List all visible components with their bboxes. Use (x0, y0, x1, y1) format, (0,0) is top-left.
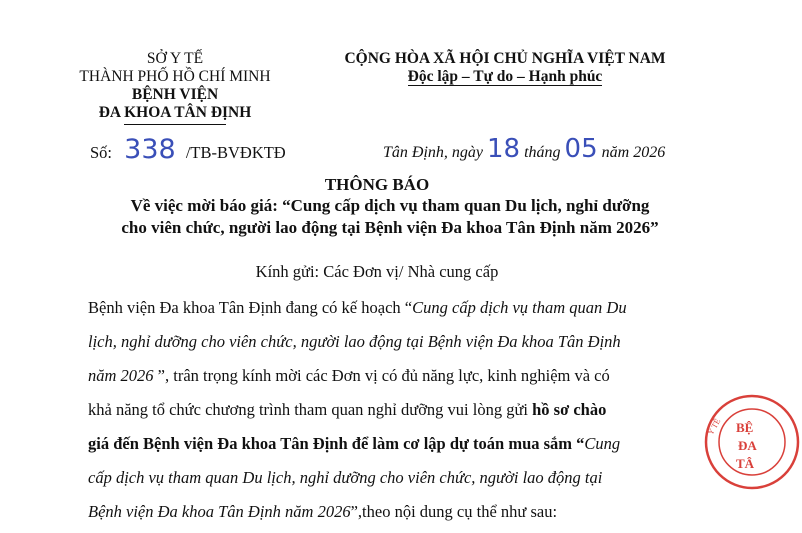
body-line-4 (88, 400, 606, 420)
subject-line-1: Về việc mời báo giá: “Cung cấp dịch vụ tham quan Du lịch, nghỉ dưỡng (130, 196, 650, 215)
date-year: năm 2026 (601, 144, 666, 161)
agency-header (60, 50, 290, 122)
reference-number-handwritten: 338 (124, 134, 176, 165)
body-italic: Bệnh viện Đa khoa Tân Định năm 2026 (88, 502, 351, 521)
date-month-label: tháng (524, 144, 561, 161)
document-date (383, 134, 665, 164)
national-title: CỘNG HÒA XÃ HỘI CHỦ NGHĨA VIỆT NAM (344, 50, 666, 67)
hospital-stamp (702, 392, 802, 492)
body-bold: hồ sơ chào (532, 400, 607, 419)
body-italic: năm 2026 (88, 366, 154, 385)
agency-line-1: SỞ Y TẾ (146, 50, 204, 67)
svg-text:TÂ: TÂ (736, 456, 755, 471)
reference-number (90, 134, 286, 165)
date-prefix: Tân Định, ngày (383, 144, 483, 161)
agency-underline (124, 124, 226, 125)
body-text: ”,theo nội dung cụ thể như sau: (350, 502, 558, 521)
reference-label: Số: (90, 143, 113, 162)
body-text: khả năng tổ chức chương trình tham quan nghỉ dưỡng vui lòng gửi (88, 400, 533, 419)
body-text: ”, trân trọng kính mời các Đơn vị có đủ năng lực, kinh nghiệm và có (153, 366, 610, 385)
body-bold: giá đến Bệnh viện Đa khoa Tân Định để làm cơ lập dự toán mua sắm “ (88, 434, 585, 453)
date-month-handwritten: 05 (564, 134, 598, 164)
subject-line-2: cho viên chức, người lao động tại Bệnh viện Đa khoa Tân Định năm 2026” (121, 218, 659, 237)
body-line-5 (88, 434, 620, 454)
document-subject (0, 195, 780, 239)
body-italic: Cung (584, 434, 621, 453)
body-line-3 (88, 366, 610, 386)
body-line-1 (88, 298, 627, 318)
agency-line-3: BỆNH VIỆN (131, 86, 219, 103)
svg-text:Y TẾ: Y TẾ (705, 417, 723, 437)
agency-line-4: ĐA KHOA TÂN ĐỊNH (98, 104, 252, 121)
agency-line-2: THÀNH PHỐ HỒ CHÍ MINH (79, 68, 271, 85)
body-line-7 (88, 502, 557, 522)
date-day-handwritten: 18 (487, 134, 521, 164)
body-italic: Cung cấp dịch vụ tham quan Du (412, 298, 627, 317)
body-text: Bệnh viện Đa khoa Tân Định đang có kế hoạch “ (88, 298, 413, 317)
reference-suffix: /TB-BVĐKTĐ (185, 143, 286, 162)
body-line-6: cấp dịch vụ tham quan Du lịch, nghỉ dưỡng cho viên chức, người lao động tại (88, 468, 603, 487)
svg-text:BỆ: BỆ (736, 420, 754, 435)
body-line-2: lịch, nghỉ dưỡng cho viên chức, người lao động tại Bệnh viện Đa khoa Tân Định (88, 332, 621, 351)
national-header (315, 50, 695, 86)
document-title: THÔNG BÁO (324, 175, 430, 194)
national-motto: Độc lập – Tự do – Hạnh phúc (407, 68, 603, 85)
svg-text:ĐA: ĐA (738, 438, 757, 453)
recipient-line: Kính gửi: Các Đơn vị/ Nhà cung cấp (255, 262, 499, 281)
